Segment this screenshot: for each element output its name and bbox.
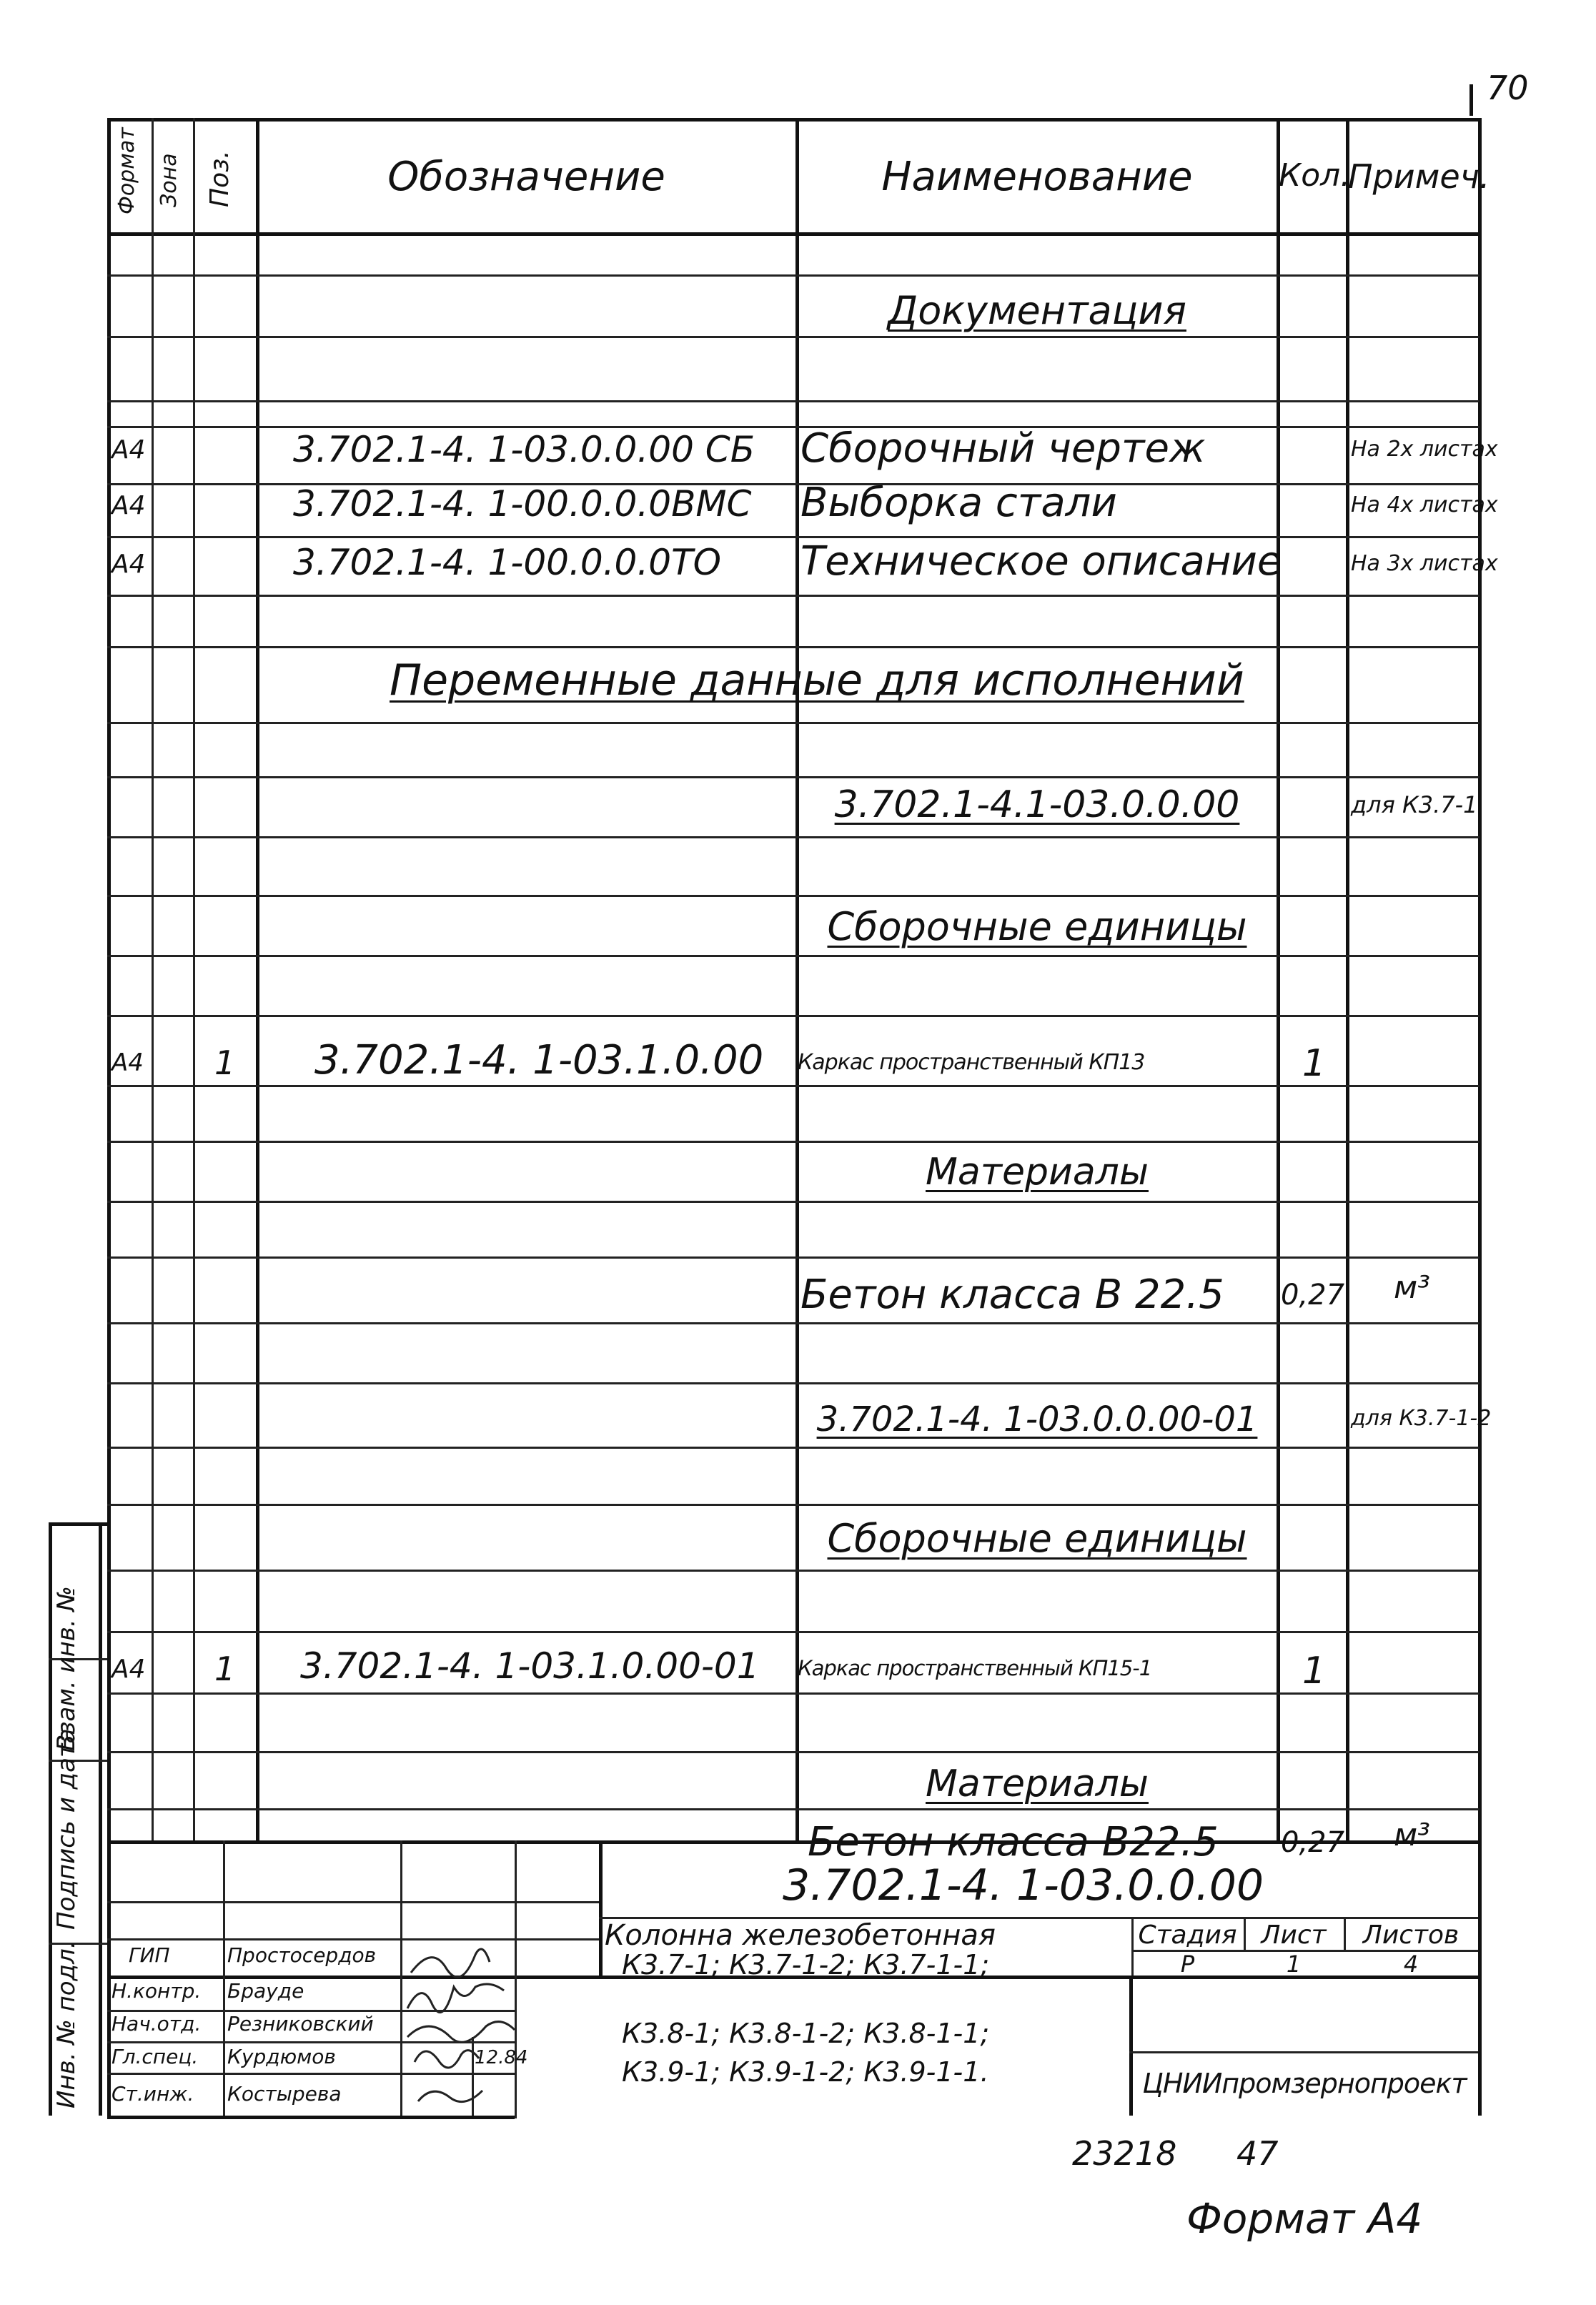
- row-divider: [107, 1751, 1479, 1753]
- row-divider: [107, 1085, 1479, 1087]
- title-line: К3.7-1; К3.7-1-2; К3.7-1-1;: [622, 1949, 990, 1981]
- row-divider: [107, 776, 1479, 778]
- row-designation: 3.702.1-4. 1-03.1.0.00-01: [300, 1645, 760, 1687]
- signer-role: ГИП: [129, 1943, 170, 1967]
- sheets-label: Листов: [1362, 1920, 1459, 1950]
- row-divider: [107, 1256, 1479, 1259]
- header-pos: Поз.: [205, 150, 234, 207]
- row-divider: [107, 1504, 1479, 1506]
- row-qty: 0,27: [1281, 1826, 1345, 1859]
- row-divider: [107, 1141, 1479, 1143]
- row-name: Каркас пространственный КП15-1: [798, 1656, 1152, 1680]
- signer-role: Нач.отд.: [111, 2012, 202, 2036]
- title-line: Колонна железобетонная: [605, 1919, 996, 1952]
- row-divider: [107, 1382, 1479, 1384]
- row-format: A4: [111, 1049, 144, 1077]
- inv-podl-label: Инв. № подл.: [52, 1940, 81, 2108]
- signer-role: Ст.инж.: [111, 2082, 194, 2106]
- header-zone: Зона: [157, 153, 182, 207]
- row-divider: [107, 722, 1479, 724]
- sheet-label: Лист: [1261, 1920, 1327, 1950]
- row-divider: [107, 400, 1479, 402]
- page-number-mark: [1469, 84, 1473, 116]
- header-name: Наименование: [881, 154, 1193, 200]
- row-name: Каркас пространственный КП13: [798, 1050, 1145, 1075]
- row-qty: 1: [1302, 1042, 1327, 1085]
- row-divider: [107, 955, 1479, 957]
- row-divider: [107, 595, 1479, 597]
- document-number: 3.702.1-4. 1-03.0.0.00: [783, 1860, 1264, 1910]
- signer-name: Костырева: [227, 2082, 342, 2106]
- stage-value: Р: [1180, 1950, 1195, 1978]
- row-divider: [107, 1692, 1479, 1695]
- row-note: м³: [1394, 1817, 1430, 1853]
- signature-date: 12.84: [475, 2047, 528, 2068]
- stage-label: Стадия: [1138, 1920, 1237, 1950]
- sign-divider: [107, 1901, 599, 1903]
- row-designation: 3.702.1-4. 1-00.0.0.0ТО: [293, 542, 721, 583]
- row-format: A4: [111, 550, 146, 579]
- signer-name: Простосердов: [227, 1943, 377, 1967]
- row-divider: [107, 1447, 1479, 1449]
- row-name: Сборочный чертеж: [801, 425, 1206, 472]
- row-divider: [107, 1631, 1479, 1633]
- row-format: A4: [111, 1655, 146, 1684]
- variant-designation: 3.702.1-4.1-03.0.0.00: [834, 783, 1240, 826]
- row-divider: [107, 1201, 1479, 1203]
- signer-name: Курдюмов: [227, 2045, 336, 2068]
- sheet-value: 1: [1286, 1950, 1302, 1978]
- row-divider: [107, 1570, 1479, 1572]
- signatures: [400, 1930, 579, 2116]
- row-divider: [107, 895, 1479, 897]
- row-note: На 2х листах: [1351, 437, 1498, 462]
- list-item: Материалы: [926, 1151, 1149, 1194]
- row-divider: [107, 336, 1479, 338]
- vzam-inv-label: Взам. инв. №: [52, 1586, 81, 1751]
- row-designation: 3.702.1-4. 1-00.0.0.0ВМС: [293, 483, 752, 525]
- row-format: A4: [111, 491, 146, 520]
- header-designation: Обозначение: [387, 154, 665, 200]
- row-name: Бетон класса В22.5: [808, 1819, 1219, 1865]
- signer-name: Брауде: [227, 1979, 304, 2003]
- row-note: м³: [1394, 1269, 1430, 1306]
- header-format: Формат: [114, 127, 139, 214]
- row-designation: 3.702.1-4. 1-03.0.0.00 СБ: [293, 429, 755, 470]
- inventory-number: 47: [1236, 2134, 1279, 2173]
- variant-designation: 3.702.1-4. 1-03.0.0.00-01: [816, 1399, 1258, 1439]
- row-divider: [107, 646, 1479, 648]
- list-item: Сборочные единицы: [827, 904, 1247, 949]
- header-note: Примеч.: [1348, 157, 1490, 196]
- page-number: 70: [1487, 69, 1529, 107]
- podpis-data-label: Подпись и дата: [52, 1728, 81, 1930]
- row-divider: [107, 1015, 1479, 1017]
- row-divider: [107, 1322, 1479, 1324]
- row-format: A4: [111, 435, 146, 465]
- row-note: На 4х листах: [1351, 492, 1498, 517]
- row-qty: 1: [1302, 1650, 1327, 1692]
- title-line: К3.9-1; К3.9-1-2; К3.9-1-1.: [622, 2056, 989, 2088]
- row-divider: [107, 836, 1479, 838]
- section-heading: Переменные данные для исполнений: [390, 655, 1244, 705]
- row-divider: [107, 1808, 1479, 1810]
- row-divider: [107, 426, 1479, 428]
- order-number: 23218: [1072, 2134, 1177, 2173]
- title-line: К3.8-1; К3.8-1-2; К3.8-1-1;: [622, 2018, 990, 2049]
- signer-role: Гл.спец.: [111, 2045, 199, 2068]
- row-divider: [107, 274, 1479, 277]
- row-note: для К3.7-1-2: [1351, 1406, 1492, 1431]
- row-note: На 3х листах: [1351, 551, 1498, 576]
- signer-name: Резниковский: [227, 2012, 374, 2036]
- signer-role: Н.контр.: [111, 1979, 202, 2003]
- row-qty: 0,27: [1281, 1279, 1345, 1312]
- row-designation: 3.702.1-4. 1-03.1.0.00: [314, 1037, 764, 1084]
- row-name: Выборка стали: [801, 480, 1117, 526]
- list-item: Материалы: [926, 1763, 1149, 1805]
- list-item: Документация: [888, 288, 1186, 333]
- row-pos: 1: [214, 1044, 236, 1082]
- sheets-value: 4: [1403, 1950, 1419, 1978]
- row-name: Бетон класса В 22.5: [801, 1272, 1224, 1318]
- row-pos: 1: [214, 1650, 236, 1688]
- organization: ЦНИИпромзернопроект: [1142, 2068, 1467, 2099]
- header-qty: Кол.: [1279, 157, 1351, 194]
- format-label: Формат А4: [1186, 2194, 1423, 2243]
- row-note: для К3.7-1: [1351, 791, 1478, 818]
- list-item: Сборочные единицы: [827, 1516, 1247, 1561]
- row-name: Техническое описание: [801, 538, 1282, 585]
